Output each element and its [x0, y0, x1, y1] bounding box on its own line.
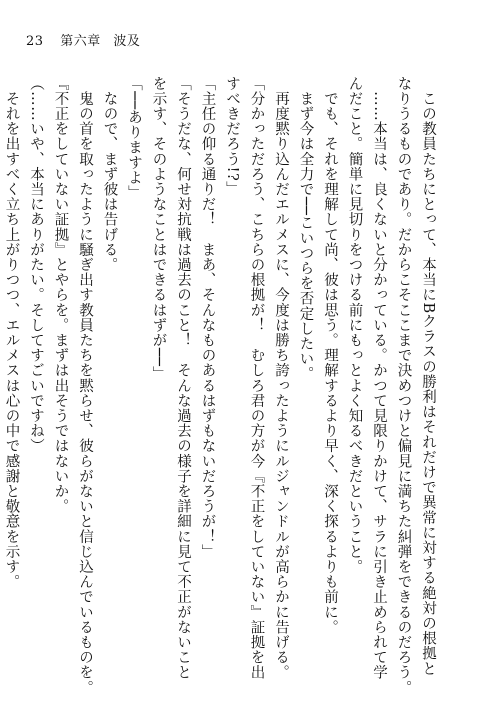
page-number: 23 [26, 34, 44, 49]
text-line: 再度黙り込んだエルメスに、今度は勝ち誇ったようにルジャンドルが高らかに告げる。 [273, 76, 289, 680]
text-line: ……本当は、良くないと分かっている。かつて見限りかけて、サラに引き止められて学 [371, 76, 387, 680]
text-line: を示す、そのようなことはできるはずが──」 [150, 76, 167, 382]
text-line: それを出すべく立ち上がりつつ、エルメスは心の中で感謝と敬意を示す。 [3, 76, 20, 590]
text-line: まず今は全力で──こいつらを否定したい。 [297, 76, 314, 382]
text-line: 『不正をしていない証拠』とやらを。まずは出そうではないか。 [52, 76, 69, 514]
text-line: （……いや、本当にありがたい。そしてすごいですね） [28, 76, 44, 454]
text-line: 「そうだな、何せ対抗戦は過去のこと！ そんな過去の様子を詳細に見て不正がないこと [175, 76, 191, 680]
chapter-title: 第六章 [60, 34, 101, 49]
text-line: なので、まず彼は告げる。 [101, 76, 118, 273]
vertical-body-text [3, 76, 440, 696]
text-line: すべきだろう!?」 [224, 76, 240, 197]
text-line: でも、それを理解して尚、彼は思う。理解するより早く、深く探るよりも前に。 [322, 76, 338, 635]
text-line: 鬼の首を取ったように騒ぎ出す教員たちを黙らせ、彼らがないと信じ込んでいるものを。 [77, 76, 93, 696]
running-header [26, 30, 140, 49]
section-title: 波及 [113, 34, 141, 49]
text-line: 「──ありますよ」 [126, 76, 142, 201]
text-line: 「主任の仰る通りだ！ まあ、そんなものあるはずもないだろうが！」 [199, 76, 216, 560]
text-line: なりうるものであり。だからこそここまで決めつけと偏見に満ちた糾弾をできるのだろう。 [395, 76, 412, 696]
text-line: んだこと。簡単に見切りをつける前にもっとよく知るべきだということ。 [346, 76, 363, 575]
text-line: この教員たちにとって、本当にBクラスの勝利はそれだけで異常に対する絶対の根拠と [420, 76, 436, 677]
text-line: 「分かっただろう、こちらの根拠が！ むしろ君の方が今『不正をしていない』証拠を出 [248, 76, 265, 680]
